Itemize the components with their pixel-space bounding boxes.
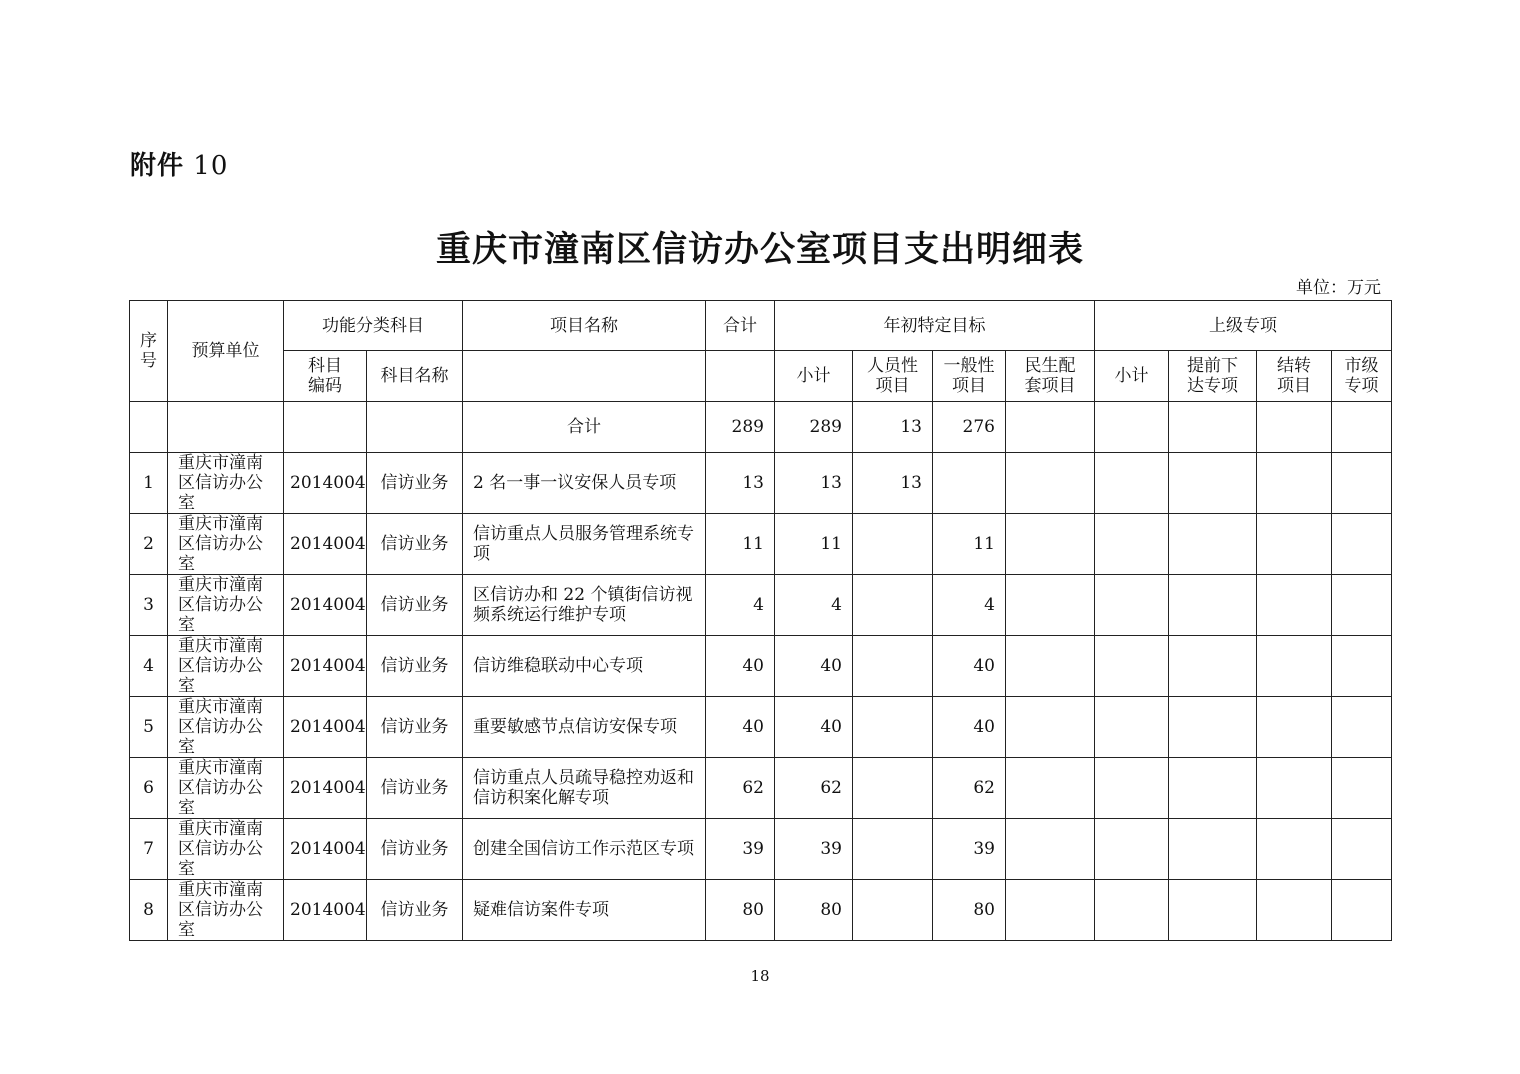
row-city: [1332, 575, 1392, 636]
row-higher-subtotal: [1095, 819, 1169, 880]
table-row: [130, 697, 1392, 758]
header-row-1: [130, 301, 1392, 351]
row-personnel: [853, 758, 933, 819]
row-general: 39: [933, 819, 1006, 880]
row-total: 13: [706, 453, 775, 514]
summary-total: 289: [706, 402, 775, 453]
row-annual-subtotal: 80: [775, 880, 853, 941]
row-total: 4: [706, 575, 775, 636]
row-city: [1332, 819, 1392, 880]
row-subject-name: 信访业务: [367, 819, 463, 880]
summary-row: [130, 402, 1392, 453]
row-personnel: [853, 636, 933, 697]
row-seq: 6: [130, 758, 168, 819]
row-personnel: [853, 697, 933, 758]
row-city: [1332, 453, 1392, 514]
row-annual-subtotal: 11: [775, 514, 853, 575]
table-row: [130, 453, 1392, 514]
header-annual-subtotal: 小计: [775, 351, 853, 402]
project-expense-table: [129, 300, 1392, 941]
header-personnel: 人员性项目: [853, 351, 933, 402]
row-budget-unit: 重庆市潼南区信访办公室: [168, 819, 284, 880]
row-total: 40: [706, 697, 775, 758]
row-livelihood: [1006, 575, 1095, 636]
row-city: [1332, 758, 1392, 819]
row-city: [1332, 697, 1392, 758]
row-personnel: [853, 819, 933, 880]
row-personnel: 13: [853, 453, 933, 514]
header-city: 市级专项: [1332, 351, 1392, 402]
row-total: 39: [706, 819, 775, 880]
row-livelihood: [1006, 819, 1095, 880]
row-subject-code: 2014004: [284, 514, 367, 575]
header-annual-target: 年初特定目标: [775, 301, 1095, 351]
summary-label: 合计: [463, 402, 706, 453]
header-livelihood: 民生配套项目: [1006, 351, 1095, 402]
row-project-name: 区信访办和 22 个镇街信访视频系统运行维护专项: [463, 575, 706, 636]
row-general: 4: [933, 575, 1006, 636]
row-subject-code: 2014004: [284, 697, 367, 758]
row-personnel: [853, 575, 933, 636]
row-general: [933, 453, 1006, 514]
page-number: 18: [750, 967, 770, 985]
row-higher-subtotal: [1095, 758, 1169, 819]
row-subject-name: 信访业务: [367, 758, 463, 819]
page-title: 重庆市潼南区信访办公室项目支出明细表: [435, 229, 1084, 270]
row-seq: 2: [130, 514, 168, 575]
row-higher-subtotal: [1095, 514, 1169, 575]
row-carryover: [1257, 514, 1332, 575]
row-advance: [1169, 636, 1257, 697]
row-higher-subtotal: [1095, 453, 1169, 514]
row-carryover: [1257, 575, 1332, 636]
row-higher-subtotal: [1095, 575, 1169, 636]
row-advance: [1169, 697, 1257, 758]
header-higher-special: 上级专项: [1095, 301, 1392, 351]
row-subject-code: 2014004: [284, 758, 367, 819]
row-subject-code: 2014004: [284, 575, 367, 636]
row-seq: 8: [130, 880, 168, 941]
row-budget-unit: 重庆市潼南区信访办公室: [168, 514, 284, 575]
row-total: 80: [706, 880, 775, 941]
row-seq: 3: [130, 575, 168, 636]
summary-subtotal: 289: [775, 402, 853, 453]
header-project-name-blank: [463, 351, 706, 402]
row-livelihood: [1006, 636, 1095, 697]
data-rows: [130, 453, 1392, 941]
summary-higher-subtotal: [1095, 402, 1169, 453]
row-city: [1332, 514, 1392, 575]
table-row: [130, 758, 1392, 819]
row-budget-unit: 重庆市潼南区信访办公室: [168, 575, 284, 636]
row-seq: 5: [130, 697, 168, 758]
row-general: 62: [933, 758, 1006, 819]
row-total: 40: [706, 636, 775, 697]
summary-subject: [367, 402, 463, 453]
summary-seq: [130, 402, 168, 453]
row-project-name: 重要敏感节点信访安保专项: [463, 697, 706, 758]
table-row: [130, 636, 1392, 697]
header-budget-unit: 预算单位: [168, 301, 284, 402]
summary-city: [1332, 402, 1392, 453]
row-livelihood: [1006, 880, 1095, 941]
header-subject-name: 科目名称: [367, 351, 463, 402]
row-total: 62: [706, 758, 775, 819]
row-general: 11: [933, 514, 1006, 575]
row-livelihood: [1006, 453, 1095, 514]
summary-general: 276: [933, 402, 1006, 453]
row-project-name: 信访重点人员服务管理系统专项: [463, 514, 706, 575]
row-subject-name: 信访业务: [367, 514, 463, 575]
row-project-name: 疑难信访案件专项: [463, 880, 706, 941]
header-project-name: 项目名称: [463, 301, 706, 351]
summary-carryover: [1257, 402, 1332, 453]
row-seq: 1: [130, 453, 168, 514]
row-project-name: 信访维稳联动中心专项: [463, 636, 706, 697]
row-annual-subtotal: 4: [775, 575, 853, 636]
row-livelihood: [1006, 514, 1095, 575]
row-general: 40: [933, 636, 1006, 697]
row-carryover: [1257, 453, 1332, 514]
row-subject-name: 信访业务: [367, 880, 463, 941]
attachment-text: 附件: [130, 151, 185, 181]
summary-livelihood: [1006, 402, 1095, 453]
table-row: [130, 575, 1392, 636]
row-project-name: 2 名一事一议安保人员专项: [463, 453, 706, 514]
row-city: [1332, 880, 1392, 941]
row-subject-name: 信访业务: [367, 575, 463, 636]
row-personnel: [853, 514, 933, 575]
summary-code: [284, 402, 367, 453]
row-subject-code: 2014004: [284, 636, 367, 697]
row-advance: [1169, 819, 1257, 880]
row-livelihood: [1006, 758, 1095, 819]
row-seq: 4: [130, 636, 168, 697]
row-budget-unit: 重庆市潼南区信访办公室: [168, 636, 284, 697]
summary-unit: [168, 402, 284, 453]
row-higher-subtotal: [1095, 636, 1169, 697]
header-higher-subtotal: 小计: [1095, 351, 1169, 402]
row-subject-name: 信访业务: [367, 697, 463, 758]
row-carryover: [1257, 697, 1332, 758]
row-budget-unit: 重庆市潼南区信访办公室: [168, 697, 284, 758]
row-advance: [1169, 514, 1257, 575]
row-higher-subtotal: [1095, 697, 1169, 758]
row-project-name: 信访重点人员疏导稳控劝返和信访积案化解专项: [463, 758, 706, 819]
row-carryover: [1257, 819, 1332, 880]
header-carryover: 结转项目: [1257, 351, 1332, 402]
row-subject-name: 信访业务: [367, 453, 463, 514]
row-carryover: [1257, 636, 1332, 697]
row-project-name: 创建全国信访工作示范区专项: [463, 819, 706, 880]
attachment-label: [130, 145, 228, 182]
row-subject-code: 2014004: [284, 819, 367, 880]
row-subject-code: 2014004: [284, 880, 367, 941]
header-advance: 提前下达专项: [1169, 351, 1257, 402]
row-budget-unit: 重庆市潼南区信访办公室: [168, 453, 284, 514]
row-personnel: [853, 880, 933, 941]
row-livelihood: [1006, 697, 1095, 758]
table-row: [130, 514, 1392, 575]
row-carryover: [1257, 758, 1332, 819]
row-general: 80: [933, 880, 1006, 941]
row-annual-subtotal: 39: [775, 819, 853, 880]
summary-personnel: 13: [853, 402, 933, 453]
row-advance: [1169, 880, 1257, 941]
row-city: [1332, 636, 1392, 697]
row-general: 40: [933, 697, 1006, 758]
row-seq: 7: [130, 819, 168, 880]
row-annual-subtotal: 62: [775, 758, 853, 819]
summary-advance: [1169, 402, 1257, 453]
header-row-2: [130, 351, 1392, 402]
row-annual-subtotal: 13: [775, 453, 853, 514]
header-total-blank: [706, 351, 775, 402]
header-seq: 序号: [130, 301, 168, 402]
table-row: [130, 819, 1392, 880]
row-advance: [1169, 453, 1257, 514]
row-subject-name: 信访业务: [367, 636, 463, 697]
row-carryover: [1257, 880, 1332, 941]
row-subject-code: 2014004: [284, 453, 367, 514]
row-advance: [1169, 758, 1257, 819]
header-general: 一般性项目: [933, 351, 1006, 402]
row-budget-unit: 重庆市潼南区信访办公室: [168, 758, 284, 819]
row-budget-unit: 重庆市潼南区信访办公室: [168, 880, 284, 941]
row-annual-subtotal: 40: [775, 636, 853, 697]
row-total: 11: [706, 514, 775, 575]
header-total: 合计: [706, 301, 775, 351]
row-advance: [1169, 575, 1257, 636]
header-subject-code: 科目编码: [284, 351, 367, 402]
header-func-class: 功能分类科目: [284, 301, 463, 351]
row-higher-subtotal: [1095, 880, 1169, 941]
table-row: [130, 880, 1392, 941]
row-annual-subtotal: 40: [775, 697, 853, 758]
unit-note: 单位：万元: [1296, 278, 1381, 298]
attachment-number: 10: [193, 151, 229, 181]
